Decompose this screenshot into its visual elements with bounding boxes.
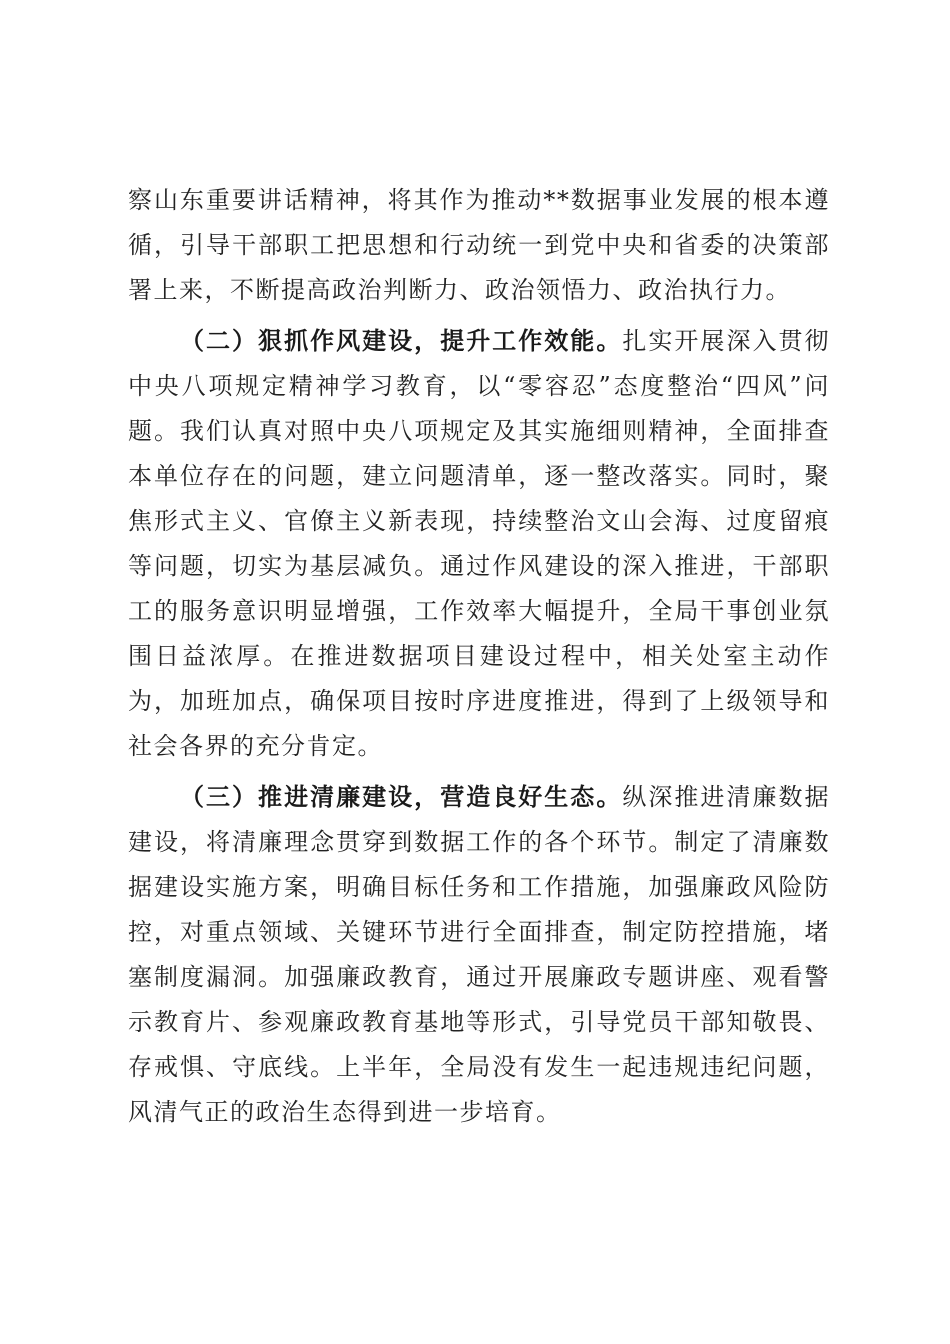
paragraph-section-2 [128,319,830,769]
paragraph-continuation [128,178,830,313]
paragraph-text: 察山东重要讲话精神，将其作为推动**数据事业发展的根本遵循，引导干部职工把思想和行动统一到党中央和省委的决策部署上来，不断提高政治判断力、政治领悟力、政治执行力。 [128,186,830,304]
paragraph-text: 纵深推进清廉数据建设，将清廉理念贯穿到数据工作的各个环节。制定了清廉数据建设实施方案，明确目标任务和工作措施，加强廉政风险防控，对重点领域、关键环节进行全面排查，制定防控措施，堵塞制度漏洞。加强廉政教育，通过开展廉政专题讲座、观看警示教育片、参观廉政教育基地等形式，引导党员干部知敬畏、存戒惧、守底线。上半年，全局没有发生一起违规违纪问题，风清气正的政治生态得到进一步培育。 [128,783,831,1126]
section-heading-2: （二）狠抓作风建设，提升工作效能。 [180,327,623,355]
document-body [128,178,830,1141]
section-heading-3: （三）推进清廉建设，营造良好生态。 [180,783,623,811]
paragraph-section-3 [128,775,830,1135]
paragraph-text: 扎实开展深入贯彻中央八项规定精神学习教育，以“零容忍”态度整治“四风”问题。我们认真对照中央八项规定及其实施细则精神，全面排查本单位存在的问题，建立问题清单，逐一整改落实。同时，聚焦形式主义、官僚主义新表现，持续整治文山会海、过度留痕等问题，切实为基层减负。通过作风建设的深入推进，干部职工的服务意识明显增强，工作效率大幅提升，全局干事创业氛围日益浓厚。在推进数据项目建设过程中，相关处室主动作为，加班加点，确保项目按时序进度推进，得到了上级领导和社会各界的充分肯定。 [128,327,831,760]
